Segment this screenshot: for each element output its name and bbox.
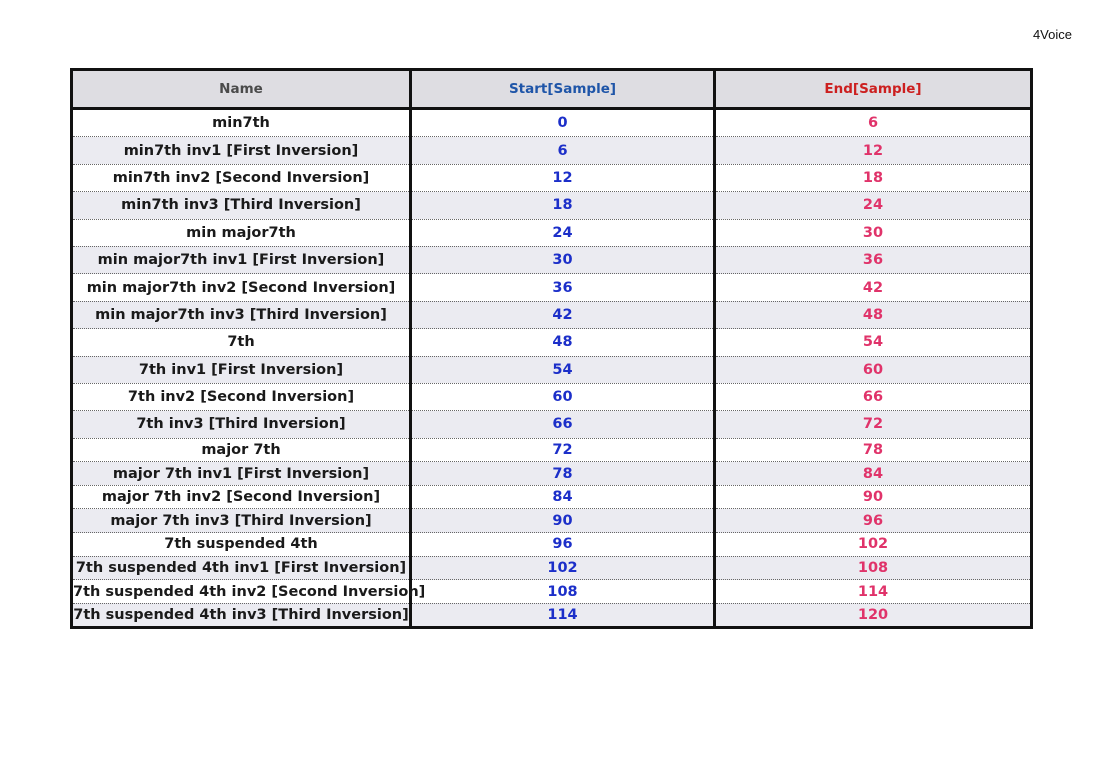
table-row (72, 556, 1032, 580)
header-end-sample: End[Sample] (715, 70, 1032, 109)
chord-name-cell: min major7th inv1 [First Inversion] (72, 246, 411, 273)
table-row (72, 274, 1032, 301)
start-sample-cell: 72 (411, 438, 715, 462)
header-name: Name (72, 70, 411, 109)
chord-name-cell: major 7th inv2 [Second Inversion] (72, 485, 411, 509)
start-sample-cell: 102 (411, 556, 715, 580)
end-sample-cell: 30 (715, 219, 1032, 246)
chord-name-cell: 7th suspended 4th (72, 533, 411, 557)
end-sample-cell: 96 (715, 509, 1032, 533)
chord-name-cell: 7th inv3 [Third Inversion] (72, 411, 411, 438)
table-row (72, 356, 1032, 383)
chord-name-cell: min7th (72, 109, 411, 137)
chord-name-cell: 7th (72, 329, 411, 356)
start-sample-cell: 24 (411, 219, 715, 246)
chord-name-cell: major 7th (72, 438, 411, 462)
end-sample-cell: 90 (715, 485, 1032, 509)
end-sample-cell: 54 (715, 329, 1032, 356)
table-row (72, 219, 1032, 246)
table-row (72, 329, 1032, 356)
chord-name-cell: major 7th inv1 [First Inversion] (72, 462, 411, 486)
start-sample-cell: 84 (411, 485, 715, 509)
chord-name-cell: min major7th inv3 [Third Inversion] (72, 301, 411, 328)
table-body (72, 109, 1032, 628)
table-row (72, 580, 1032, 604)
start-sample-cell: 108 (411, 580, 715, 604)
end-sample-cell: 114 (715, 580, 1032, 604)
start-sample-cell: 0 (411, 109, 715, 137)
table-row (72, 411, 1032, 438)
chord-name-cell: 7th inv1 [First Inversion] (72, 356, 411, 383)
start-sample-cell: 54 (411, 356, 715, 383)
table-row (72, 109, 1032, 137)
end-sample-cell: 12 (715, 137, 1032, 164)
start-sample-cell: 18 (411, 192, 715, 219)
end-sample-cell: 84 (715, 462, 1032, 486)
start-sample-cell: 30 (411, 246, 715, 273)
end-sample-cell: 24 (715, 192, 1032, 219)
end-sample-cell: 48 (715, 301, 1032, 328)
chord-name-cell: 7th suspended 4th inv1 [First Inversion] (72, 556, 411, 580)
table-row (72, 509, 1032, 533)
start-sample-cell: 96 (411, 533, 715, 557)
end-sample-cell: 36 (715, 246, 1032, 273)
start-sample-cell: 48 (411, 329, 715, 356)
end-sample-cell: 72 (715, 411, 1032, 438)
chord-name-cell: 7th suspended 4th inv3 [Third Inversion] (72, 603, 411, 628)
chord-name-cell: 7th inv2 [Second Inversion] (72, 383, 411, 410)
table-row (72, 533, 1032, 557)
table-row (72, 603, 1032, 628)
table-row (72, 137, 1032, 164)
start-sample-cell: 78 (411, 462, 715, 486)
start-sample-cell: 60 (411, 383, 715, 410)
table-row (72, 164, 1032, 191)
end-sample-cell: 42 (715, 274, 1032, 301)
document-label: 4Voice (1032, 27, 1072, 42)
end-sample-cell: 18 (715, 164, 1032, 191)
table-row (72, 462, 1032, 486)
end-sample-cell: 78 (715, 438, 1032, 462)
start-sample-cell: 66 (411, 411, 715, 438)
start-sample-cell: 114 (411, 603, 715, 628)
chord-name-cell: min major7th inv2 [Second Inversion] (72, 274, 411, 301)
table-row (72, 246, 1032, 273)
start-sample-cell: 12 (411, 164, 715, 191)
end-sample-cell: 120 (715, 603, 1032, 628)
chord-name-cell: major 7th inv3 [Third Inversion] (72, 509, 411, 533)
table-row (72, 383, 1032, 410)
end-sample-cell: 60 (715, 356, 1032, 383)
chord-name-cell: 7th suspended 4th inv2 [Second Inversion] (72, 580, 411, 604)
table-row (72, 438, 1032, 462)
end-sample-cell: 108 (715, 556, 1032, 580)
start-sample-cell: 6 (411, 137, 715, 164)
end-sample-cell: 66 (715, 383, 1032, 410)
end-sample-cell: 102 (715, 533, 1032, 557)
header-row (72, 70, 1032, 109)
start-sample-cell: 42 (411, 301, 715, 328)
end-sample-cell: 6 (715, 109, 1032, 137)
chord-name-cell: min7th inv1 [First Inversion] (72, 137, 411, 164)
chord-name-cell: min major7th (72, 219, 411, 246)
start-sample-cell: 90 (411, 509, 715, 533)
chord-name-cell: min7th inv2 [Second Inversion] (72, 164, 411, 191)
chord-name-cell: min7th inv3 [Third Inversion] (72, 192, 411, 219)
table-row (72, 301, 1032, 328)
table-row (72, 192, 1032, 219)
table-row (72, 485, 1032, 509)
chord-sample-table (70, 68, 1033, 629)
header-start-sample: Start[Sample] (411, 70, 715, 109)
start-sample-cell: 36 (411, 274, 715, 301)
